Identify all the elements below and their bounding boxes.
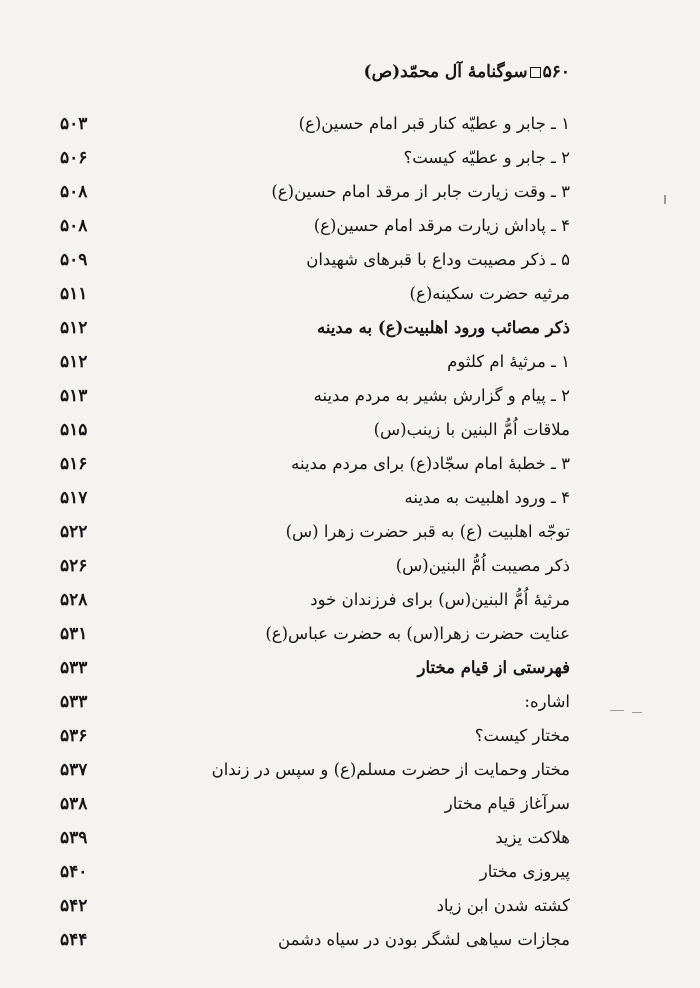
toc-entry	[0, 379, 700, 413]
toc-entry-title: ذکر مصائب ورود اهلبیت(ع) به مدینه	[317, 318, 570, 337]
toc-entry	[0, 175, 700, 209]
toc-entry-page: ۵۳۸	[60, 794, 88, 814]
toc-entry-title: ذکر مصیبت اُمُّ البنین(س)	[395, 556, 570, 575]
toc-entry-title: ۱ ـ مرثیهٔ ام کلثوم	[447, 352, 570, 371]
scan-mark	[610, 710, 624, 711]
toc-entry	[0, 107, 700, 141]
toc-entry-title: عنایت حضرت زهرا(س) به حضرت عباس(ع)	[265, 624, 570, 643]
toc-entry-page: ۵۳۷	[60, 760, 88, 780]
toc-entry-page: ۵۱۳	[60, 386, 88, 406]
toc-entry	[0, 141, 700, 175]
page-number: ۵۶۰	[542, 62, 570, 82]
toc-entry-title: ۴ ـ پاداش زیارت مرقد امام حسین(ع)	[313, 216, 570, 235]
book-title: سوگنامهٔ آل محمّد(ص)	[363, 62, 528, 82]
toc-entry-page: ۵۱۲	[60, 352, 88, 372]
toc-entry-title: مختار وحمایت از حضرت مسلم(ع) و سپس در زندان	[211, 760, 570, 779]
table-of-contents	[0, 107, 700, 957]
toc-entry-title: فهرستی از قیام مختار	[417, 658, 570, 677]
toc-entry	[0, 889, 700, 923]
toc-entry	[0, 243, 700, 277]
toc-entry	[0, 413, 700, 447]
toc-entry-page: ۵۴۴	[60, 930, 88, 950]
toc-entry-page: ۵۴۲	[60, 896, 88, 916]
toc-entry-title: ۳ ـ وقت زیارت جابر از مرقد امام حسین(ع)	[271, 182, 570, 201]
toc-entry-page: ۵۳۶	[60, 726, 88, 746]
toc-entry-page: ۵۴۰	[60, 862, 88, 882]
toc-entry-title: سرآغاز قیام مختار	[444, 794, 570, 813]
square-ornament-icon	[530, 67, 541, 78]
toc-entry-page: ۵۰۸	[60, 182, 88, 202]
toc-entry-title: ۲ ـ پیام و گزارش بشیر به مردم مدینه	[313, 386, 570, 405]
toc-entry-title: ملاقات اُمُّ البنین با زینب(س)	[373, 420, 570, 439]
toc-entry-title: اشاره:	[524, 692, 570, 711]
toc-entry-page: ۵۳۱	[60, 624, 88, 644]
toc-entry-title: پیروزی مختار	[479, 862, 570, 881]
toc-entry-title: توجّه اهلبیت (ع) به قبر حضرت زهرا (س)	[285, 522, 570, 541]
toc-entry-title: مجازات سیاهی لشگر بودن در سیاه دشمن	[278, 930, 570, 949]
scan-mark	[664, 195, 666, 204]
toc-entry-title: مرثیه حضرت سکینه(ع)	[409, 284, 570, 303]
toc-entry	[0, 719, 700, 753]
toc-entry	[0, 277, 700, 311]
toc-entry-page: ۵۱۵	[60, 420, 88, 440]
toc-entry-page: ۵۳۹	[60, 828, 88, 848]
toc-entry-page: ۵۲۸	[60, 590, 88, 610]
toc-entry-title: ۴ ـ ورود اهلبیت به مدینه	[404, 488, 570, 507]
toc-entry	[0, 821, 700, 855]
toc-entry-title: ۵ ـ ذکر مصیبت وداع با قبرهای شهیدان	[306, 250, 570, 269]
running-header	[363, 62, 570, 90]
scan-mark	[632, 712, 642, 713]
toc-entry-page: ۵۱۷	[60, 488, 88, 508]
toc-entry	[0, 753, 700, 787]
toc-entry	[0, 209, 700, 243]
toc-entry-page: ۵۱۱	[60, 284, 88, 304]
toc-entry	[0, 447, 700, 481]
toc-entry	[0, 515, 700, 549]
toc-entry-page: ۵۰۹	[60, 250, 88, 270]
toc-entry-page: ۵۱۶	[60, 454, 88, 474]
toc-entry	[0, 685, 700, 719]
toc-entry	[0, 651, 700, 685]
toc-entry-title: ۱ ـ جابر و عطیّه کنار قبر امام حسین(ع)	[298, 114, 570, 133]
toc-entry	[0, 345, 700, 379]
toc-entry-title: مختار کیست؟	[474, 726, 570, 745]
toc-entry-page: ۵۲۲	[60, 522, 88, 542]
toc-entry	[0, 787, 700, 821]
toc-entry	[0, 583, 700, 617]
toc-entry	[0, 923, 700, 957]
toc-entry	[0, 311, 700, 345]
toc-entry	[0, 617, 700, 651]
toc-entry-page: ۵۳۳	[60, 658, 88, 678]
toc-entry-page: ۵۰۶	[60, 148, 88, 168]
toc-entry-title: هلاکت یزید	[495, 828, 570, 847]
toc-entry-page: ۵۲۶	[60, 556, 88, 576]
toc-entry-title: ۳ ـ خطبهٔ امام سجّاد(ع) برای مردم مدینه	[291, 454, 570, 473]
toc-entry	[0, 549, 700, 583]
toc-entry-title: ۲ ـ جابر و عطیّه کیست؟	[403, 148, 570, 167]
toc-entry	[0, 481, 700, 515]
toc-entry-page: ۵۱۲	[60, 318, 88, 338]
toc-entry-page: ۵۰۸	[60, 216, 88, 236]
toc-entry-page: ۵۳۳	[60, 692, 88, 712]
toc-entry-page: ۵۰۳	[60, 114, 88, 134]
toc-entry-title: کشته شدن ابن زیاد	[436, 896, 570, 915]
toc-entry	[0, 855, 700, 889]
toc-entry-title: مرثیهٔ اُمُّ البنین(س) برای فرزندان خود	[310, 590, 570, 609]
